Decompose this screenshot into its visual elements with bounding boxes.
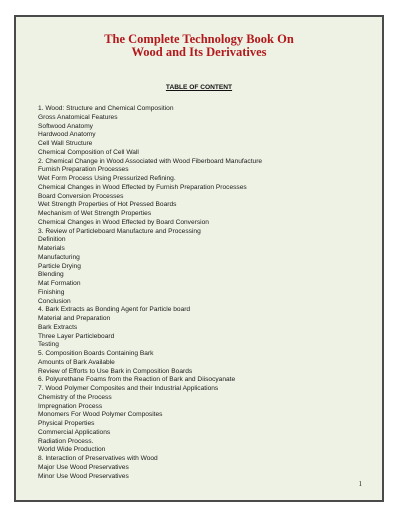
toc-entry: 5. Composition Boards Containing Bark [38, 350, 154, 357]
page-number: 1 [358, 480, 362, 488]
toc-entry: Board Conversion Processes [38, 192, 124, 200]
toc-entry: Manufacturing [38, 253, 80, 261]
toc-entry: Physical Properties [38, 420, 95, 427]
toc-entry: Chemical Changes in Wood Effected by Board Conversion [38, 218, 209, 226]
toc-entry: Materials [38, 245, 65, 252]
toc-entry: 2. Chemical Change in Wood Associated with Wood Fiberboard Manufacture [38, 157, 263, 165]
toc-entry: Mat Formation [38, 280, 81, 287]
toc-entry: Material and Preparation [38, 315, 111, 322]
toc-entry: 3. Review of Particleboard Manufacture and Processing [38, 227, 201, 235]
toc-entry: 4. Bark Extracts as Bonding Agent for Particle board [38, 306, 191, 314]
toc-entry: Bark Extracts [38, 323, 78, 331]
toc-entry: Review of Efforts to Use Bark in Composition Boards [38, 367, 193, 375]
toc-list [16, 105, 382, 481]
toc-entry: Three Layer Particleboard [38, 332, 115, 340]
toc-entry: Radiation Process. [38, 437, 94, 445]
title-line-1: The Complete Technology Book On [104, 32, 294, 46]
toc-entry: Hardwood Anatomy [38, 131, 96, 139]
toc-entry: Wet Form Process Using Pressurized Refining. [38, 175, 176, 182]
toc-entry: Definition [38, 236, 66, 244]
toc-entry: Particle Drying [38, 262, 81, 270]
title-line-2: Wood and Its Derivatives [131, 45, 267, 59]
toc-entry: Minor Use Wood Preservatives [38, 472, 129, 480]
toc-entry: Blending [38, 271, 64, 279]
toc-entry: Furnish Preparation Processes [38, 166, 129, 174]
toc-entry: Impregnation Process [38, 402, 103, 410]
toc-entry: 1. Wood: Structure and Chemical Composition [38, 105, 174, 112]
toc-entry: Cell Wall Structure [38, 140, 93, 147]
toc-entry: Finishing [38, 288, 65, 296]
toc-entry: Major Use Wood Preservatives [38, 463, 129, 471]
toc-heading: TABLE OF CONTENT [165, 84, 233, 91]
toc-entry: 7. Wood Polymer Composites and their Industrial Applications [38, 385, 219, 392]
toc-entry: World Wide Production [38, 446, 106, 454]
toc-entry: Commercial Applications [38, 428, 111, 436]
toc-entry: Wet Strength Properties of Hot Pressed Boards [38, 201, 177, 209]
toc-entry: Mechanism of Wet Strength Properties [38, 210, 152, 217]
toc-entry: Chemical Composition of Cell Wall [38, 148, 139, 156]
toc-entry: Testing [38, 341, 59, 349]
document-title [16, 17, 382, 59]
toc-entry: Chemistry of the Process [38, 393, 112, 401]
toc-entry: Gross Anatomical Features [38, 113, 118, 121]
toc-entry: Chemical Changes in Wood Effected by Furnish Preparation Processes [38, 183, 247, 191]
toc-entry: 6. Polyurethane Foams from the Reaction of Bark and Diisocyanate [38, 376, 236, 384]
toc-entry: 8. Interaction of Preservatives with Wood [38, 455, 158, 462]
toc-entry: Conclusion [38, 297, 71, 305]
toc-entry: Monomers For Wood Polymer Composites [38, 411, 163, 419]
toc-entry: Amounts of Bark Available [38, 358, 115, 366]
document-page [14, 15, 384, 502]
toc-entry: Softwood Anatomy [38, 122, 93, 130]
